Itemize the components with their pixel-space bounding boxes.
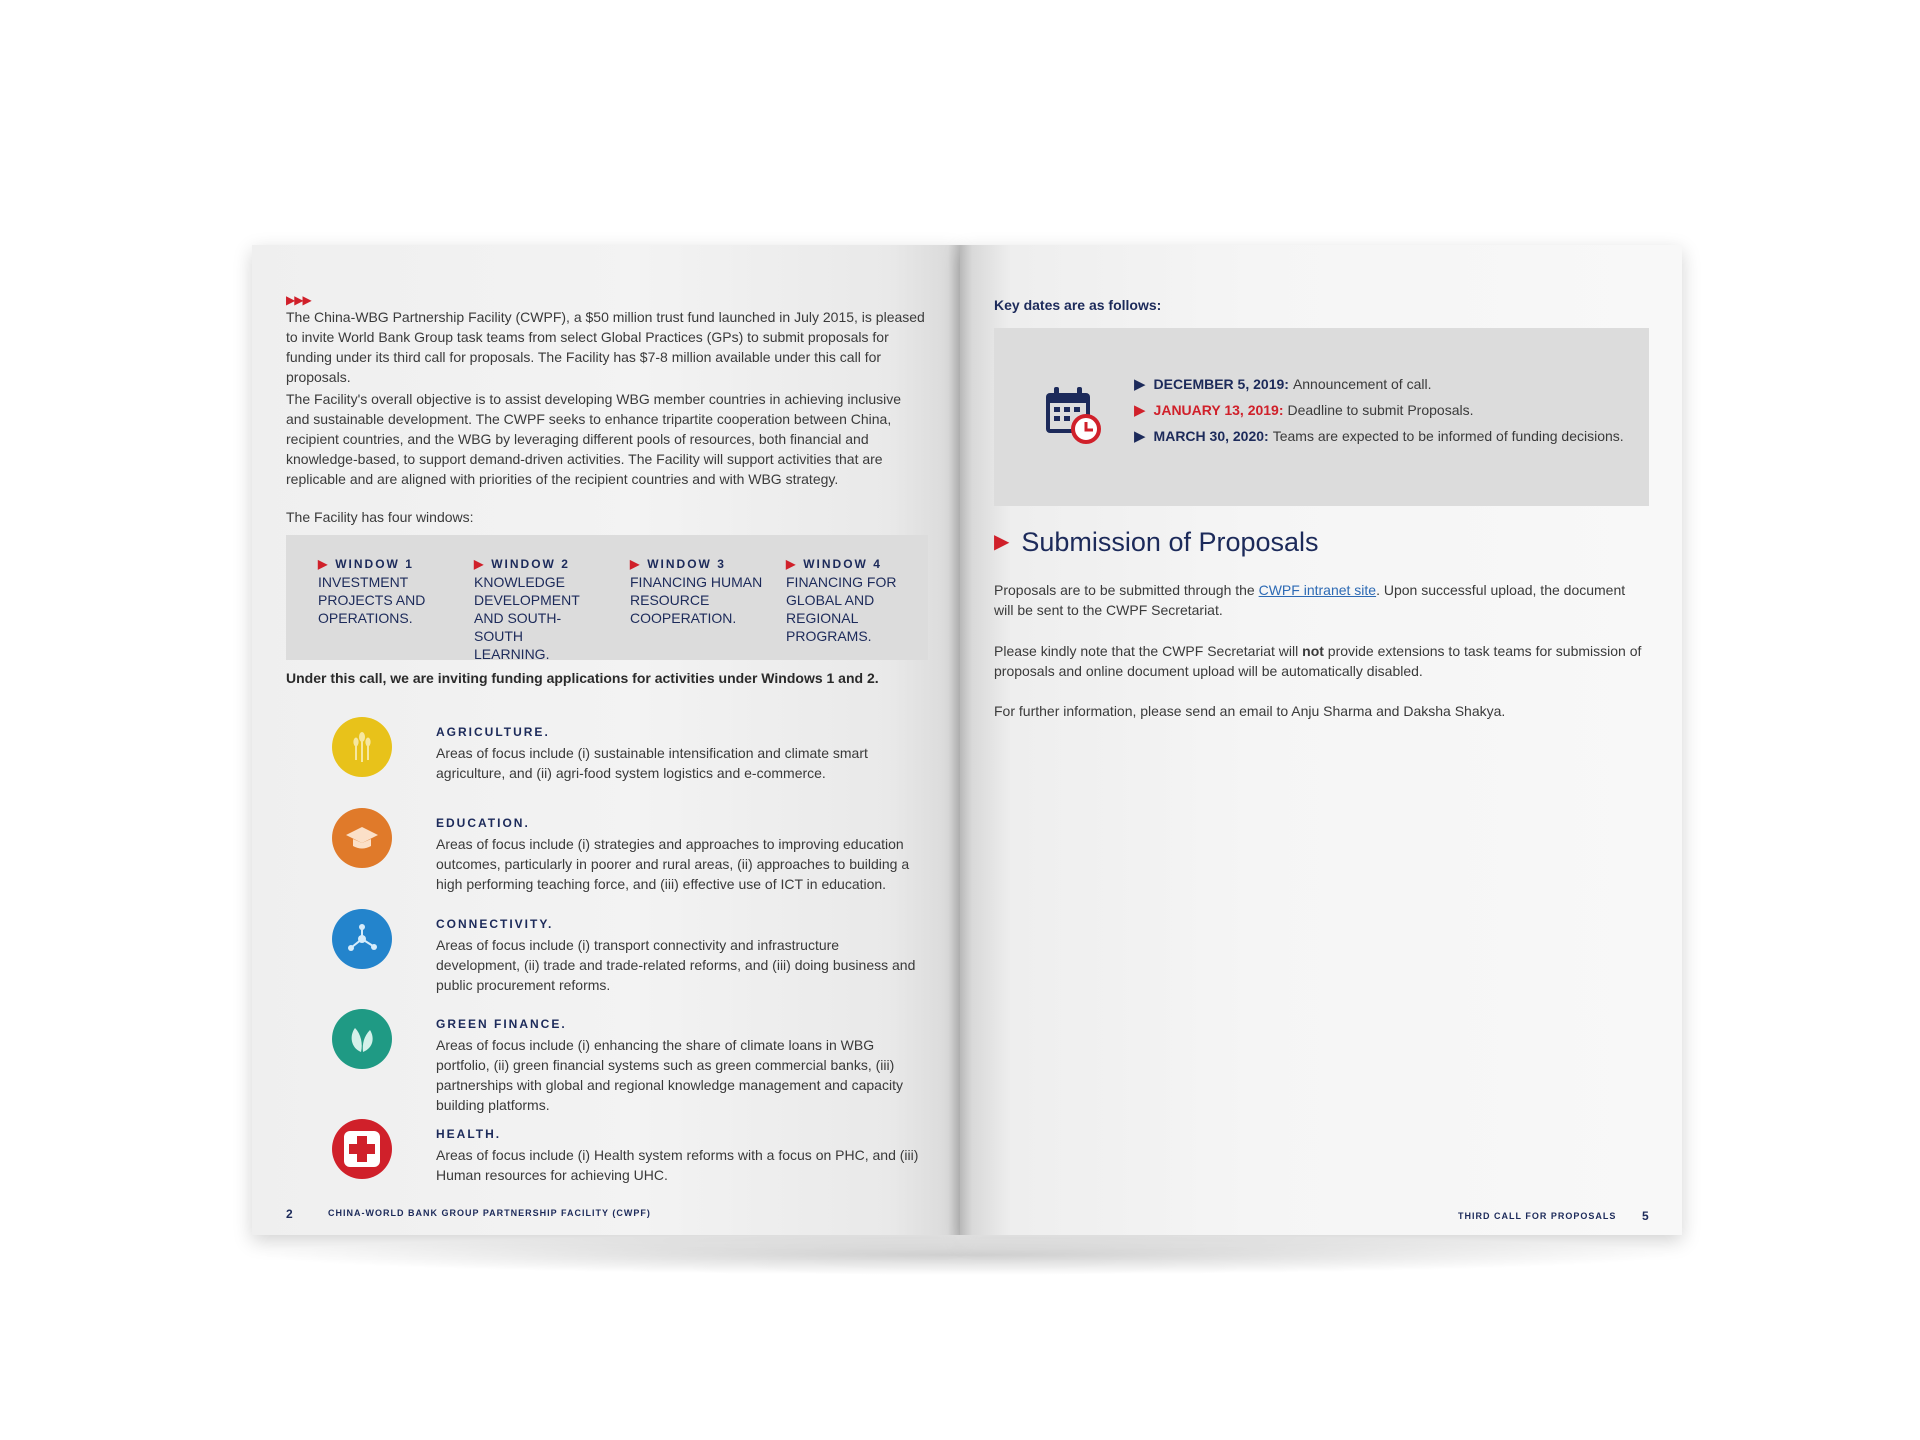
submission-text: . Upon successful upload, the document will be sent to the CWPF Secretariat.: [994, 582, 1626, 618]
focus-text: Areas of focus include (i) enhancing the share of climate loans in WBG portfolio, (ii) green financial systems such as green commercial banks, (iii) partnerships with global and regional knowledge management and capacity building platforms.: [436, 1037, 903, 1113]
window-title: WINDOW 2: [491, 557, 570, 571]
left-page: [252, 245, 960, 1235]
triangle-icon: ▶: [630, 557, 642, 571]
focus-education: [332, 808, 922, 890]
windows-panel: [286, 535, 928, 660]
window-text: INVESTMENT PROJECTS AND OPERATIONS.: [318, 574, 426, 626]
triangle-icon: ▶: [786, 557, 798, 571]
section-heading-text: Submission of Proposals: [1021, 527, 1319, 557]
triangle-icon: ▶: [1134, 376, 1146, 393]
health-cross-icon: [332, 1119, 392, 1179]
triangle-icon: ▶: [474, 557, 486, 571]
submission-text: Proposals are to be submitted through the: [994, 582, 1259, 598]
cwpf-intranet-link[interactable]: CWPF intranet site: [1258, 582, 1377, 598]
key-dates-label: Key dates are as follows:: [994, 297, 1162, 313]
graduation-cap-icon: [332, 808, 392, 868]
key-dates-panel: [994, 328, 1649, 506]
focus-title: AGRICULTURE.: [436, 725, 550, 739]
right-page: [960, 245, 1682, 1235]
window-title: WINDOW 1: [335, 557, 414, 571]
focus-text: Areas of focus include (i) transport connectivity and infrastructure development, (ii) trade and trade-related reforms, and (iii) doing business and public procurement reforms.: [436, 937, 916, 993]
triangle-icon: ▶: [1134, 402, 1146, 419]
spine-gutter: [948, 245, 972, 1235]
window-3: [630, 555, 765, 627]
window-2: [474, 555, 599, 663]
key-date-row: [1134, 427, 1624, 445]
intro-paragraph-1: The China-WBG Partnership Facility (CWPF), a $50 million trust fund launched in July 2015, is pleased to invite World Bank Group task teams from select Global Practices (GPs) to submit proposals for funding under its third call for proposals. The Facility has $7-8 million available under this call for proposals.: [286, 309, 925, 385]
focus-title: CONNECTIVITY.: [436, 917, 554, 931]
key-date: DECEMBER 5, 2019:: [1153, 376, 1289, 392]
call-statement: Under this call, we are inviting funding applications for activities under Windows 1 and 2.: [286, 670, 879, 686]
network-icon: [332, 909, 392, 969]
left-page-number: 2: [286, 1207, 293, 1221]
wheat-icon: [332, 717, 392, 777]
window-text: FINANCING HUMAN RESOURCE COOPERATION.: [630, 574, 763, 626]
windows-intro: The Facility has four windows:: [286, 509, 474, 525]
key-date: JANUARY 13, 2019:: [1153, 402, 1284, 418]
triangle-icon: ▶: [318, 557, 330, 571]
right-footer-text: THIRD CALL FOR PROPOSALS: [1458, 1211, 1617, 1221]
submission-paragraph-3: For further information, please send an email to Anju Sharma and Daksha Shakya.: [994, 703, 1506, 719]
window-text: KNOWLEDGE DEVELOPMENT AND SOUTH-SOUTH LEARNING.: [474, 574, 580, 662]
key-date-text: Deadline to submit Proposals.: [1287, 402, 1474, 418]
key-date-text: Teams are expected to be informed of funding decisions.: [1272, 428, 1624, 444]
submission-paragraph-2: [994, 641, 1644, 681]
key-date: MARCH 30, 2020:: [1153, 428, 1269, 444]
key-date-row: [1134, 401, 1474, 419]
focus-agriculture: [332, 717, 922, 799]
focus-health: [332, 1119, 922, 1201]
section-heading: [994, 527, 1319, 558]
focus-text: Areas of focus include (i) strategies and approaches to improving education outcomes, particularly in poorer and rural areas, (ii) approaches to building a high performing teaching force, and (iii) effective use of ICT in education.: [436, 836, 910, 892]
focus-title: HEALTH.: [436, 1127, 502, 1141]
key-date-row: [1134, 375, 1431, 393]
window-text: FINANCING FOR GLOBAL AND REGIONAL PROGRAMS.: [786, 574, 897, 644]
triangle-icon: ▶: [1134, 428, 1146, 445]
focus-text: Areas of focus include (i) sustainable intensification and climate smart agriculture, and (ii) agri-food system logistics and e-commerce.: [436, 745, 868, 781]
leaves-icon: [332, 1009, 392, 1069]
left-footer-text: CHINA-WORLD BANK GROUP PARTNERSHIP FACILITY (CWPF): [328, 1208, 651, 1218]
brochure-shadow: [250, 1235, 1680, 1275]
submission-text: provide extensions to task teams for submission of proposals and online document upload will be automatically disabled.: [994, 643, 1642, 679]
window-4: [786, 555, 906, 645]
focus-connectivity: [332, 909, 922, 991]
triangle-icon: ▶: [994, 531, 1010, 553]
key-date-text: Announcement of call.: [1292, 376, 1432, 392]
submission-text: Please kindly note that the CWPF Secretariat will: [994, 643, 1303, 659]
calendar-clock-icon: [1042, 383, 1102, 450]
emphasis-not: not: [1302, 643, 1324, 659]
focus-green-finance: [332, 1009, 922, 1113]
focus-title: EDUCATION.: [436, 816, 530, 830]
window-1: [318, 555, 438, 627]
window-title: WINDOW 3: [647, 557, 726, 571]
focus-title: GREEN FINANCE.: [436, 1017, 567, 1031]
submission-paragraph-1: [994, 580, 1644, 620]
triple-arrow-icon: ▶▶▶: [286, 293, 311, 307]
focus-text: Areas of focus include (i) Health system reforms with a focus on PHC, and (iii) Human resources for achieving UHC.: [436, 1147, 919, 1183]
window-title: WINDOW 4: [803, 557, 882, 571]
intro-paragraph-2: The Facility's overall objective is to assist developing WBG member countries in achieving inclusive and sustainable development. The CWPF seeks to enhance tripartite cooperation between China, recipient countries, and the WBG by leveraging different pools of resources, both financial and knowledge-based, to support demand-driven activities. The Facility will support activities that are replicable and are aligned with priorities of the recipient countries and with WBG strategy.: [286, 391, 902, 487]
right-page-number: 5: [1642, 1209, 1649, 1223]
